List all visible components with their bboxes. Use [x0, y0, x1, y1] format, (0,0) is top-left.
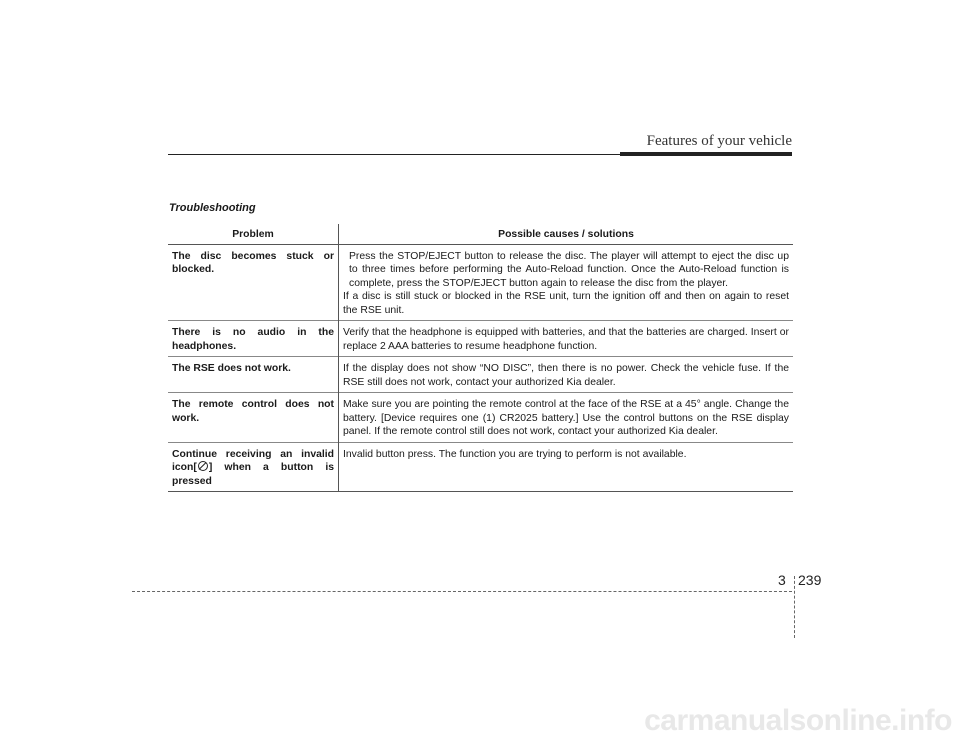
chapter-number: 3 — [778, 572, 786, 588]
solution-cell — [339, 442, 794, 492]
problem-cell: The disc becomes stuck or blocked. — [168, 244, 339, 321]
problem-cell: There is no audio in the headphones. — [168, 321, 339, 357]
problem-text: Continue receiving an invalid icon[ — [172, 448, 334, 473]
solution-text: Invalid button press. The function you are trying to perform is not available. — [343, 448, 687, 460]
page-number: 239 — [798, 572, 822, 588]
solution-cell — [339, 321, 794, 357]
problem-cell — [168, 442, 339, 492]
solution-text: Verify that the headphone is equipped with batteries, and that the batteries are charged. Insert or replace 2 AAA batteries to resume headphone function. — [343, 327, 789, 352]
solution-cell — [339, 393, 794, 443]
table-row — [168, 442, 793, 492]
table-row — [168, 244, 793, 321]
page-header-title: Features of your vehicle — [646, 133, 792, 149]
section-title: Troubleshooting — [169, 202, 256, 214]
solution-text: If a disc is still stuck or blocked in the RSE unit, turn the ignition off and then on again to reset the RSE unit. — [343, 291, 789, 316]
problem-cell: The remote control does not work. — [168, 393, 339, 443]
header-rule — [168, 154, 620, 155]
table-row — [168, 357, 793, 393]
troubleshooting-table — [168, 224, 793, 492]
footer-divider — [794, 576, 795, 638]
solution-text: Make sure you are pointing the remote control at the face of the RSE at a 45° angle. Change the battery. [Device requires one (1) CR2025 battery.] Use the control buttons on the RSE display panel. If the remote control still does not work, contact your authorized Kia dealer. — [343, 399, 789, 437]
solution-text: If the display does not show “NO DISC”, then there is no power. Check the vehicle fuse. If the RSE still does not work, contact your authorized Kia dealer. — [343, 363, 789, 388]
solution-cell — [339, 357, 794, 393]
table-row — [168, 393, 793, 443]
table-header-row — [168, 224, 793, 244]
header-rule-accent — [620, 152, 792, 156]
solution-text: Press the STOP/EJECT button to release the disc. The player will attempt to eject the disc up to three times before performing the Auto-Reload function. Once the Auto-Reload function is complete, press the STOP/EJECT button again to release the disc from the player. — [349, 250, 789, 289]
invalid-icon — [198, 461, 208, 471]
problem-text: ] when a button is pressed — [172, 462, 334, 487]
table-row — [168, 321, 793, 357]
footer-rule — [132, 591, 792, 592]
column-header-solutions: Possible causes / solutions — [339, 224, 794, 244]
watermark: carmanualsonline.info — [644, 704, 952, 737]
problem-cell: The RSE does not work. — [168, 357, 339, 393]
solution-cell — [339, 244, 794, 321]
column-header-problem: Problem — [168, 224, 339, 244]
